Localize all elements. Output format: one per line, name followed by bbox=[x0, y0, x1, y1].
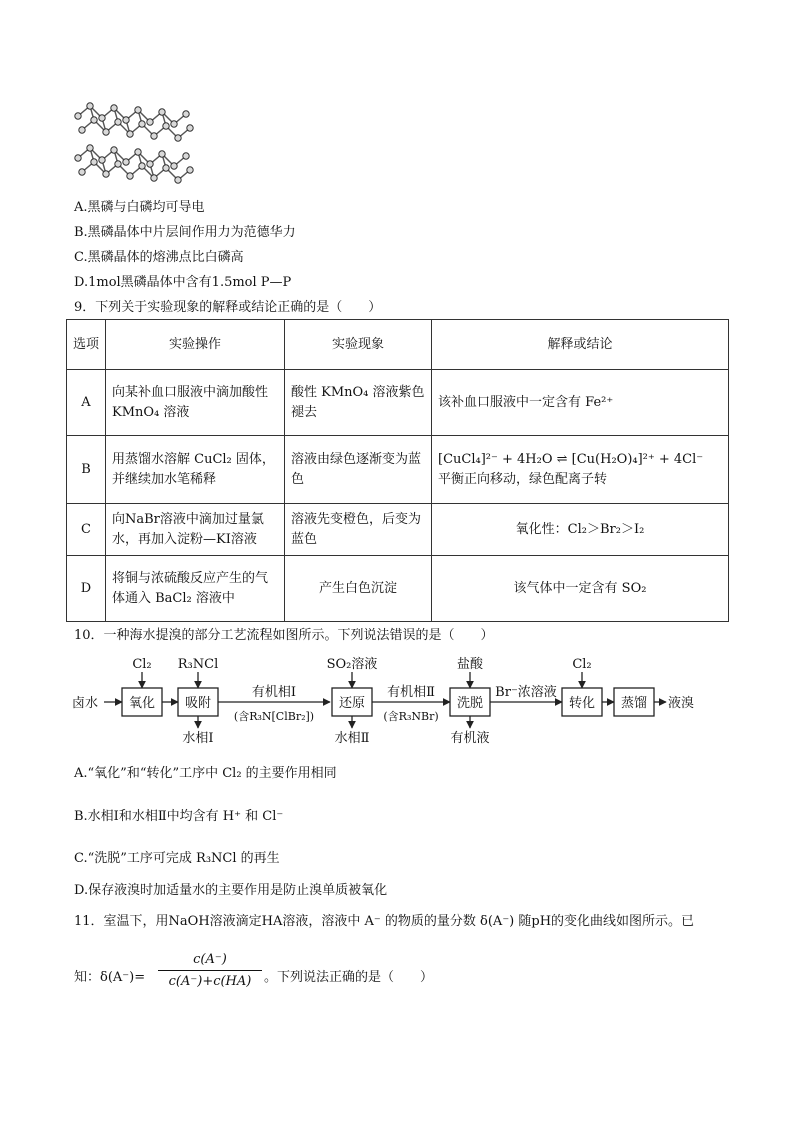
row-operation: 向NaBr溶液中滴加过量氯水，再加入淀粉—KI溶液 bbox=[106, 504, 285, 556]
flow-step-label: 蒸馏 bbox=[620, 696, 648, 711]
row-conclusion: 该补血口服液中一定含有 Fe²⁺ bbox=[432, 370, 729, 436]
q11-stem: 11．室温下，用NaOH溶液滴定HA溶液，溶液中 A⁻ 的物质的量分数 δ(A⁻) 随pH的变化曲线如图所示。已 bbox=[74, 914, 695, 929]
q9-stem: 9．下列关于实验现象的解释或结论正确的是（ ） bbox=[74, 300, 382, 315]
row-phenomenon: 溶液先变橙色，后变为蓝色 bbox=[285, 504, 432, 556]
q10-option-c: C.“洗脱”工序可完成 R₃NCl 的再生 bbox=[74, 851, 280, 866]
row-option: D bbox=[67, 556, 106, 622]
flow-reagent: 盐酸 bbox=[456, 657, 484, 672]
q10-option-d: D.保存液溴时加适量水的主要作用是防止溴单质被氧化 bbox=[74, 883, 388, 898]
header-operation: 实验操作 bbox=[106, 320, 285, 370]
q11-fraction bbox=[158, 950, 262, 993]
flow-step-label: 洗脱 bbox=[456, 696, 484, 711]
q10-option-a: A.“氧化”和“转化”工序中 Cl₂ 的主要作用相同 bbox=[74, 766, 337, 781]
flow-reagent: Cl₂ bbox=[132, 657, 152, 672]
row-option: A bbox=[67, 370, 106, 436]
flow-arrow-label: 有机相Ⅰ bbox=[251, 685, 297, 700]
q11-definition-suffix: 。下列说法正确的是（ ） bbox=[264, 970, 434, 985]
table-row bbox=[67, 504, 729, 556]
flow-arrow-label: 有机相Ⅱ bbox=[387, 685, 435, 700]
flow-output: 有机液 bbox=[450, 731, 490, 746]
fraction-denominator: c(A⁻)+c(HA) bbox=[158, 970, 262, 993]
row-operation: 将铜与浓硫酸反应产生的气体通入 BaCl₂ 溶液中 bbox=[106, 556, 285, 622]
table-row bbox=[67, 556, 729, 622]
q10-stem: 10．一种海水提溴的部分工艺流程如图所示。下列说法错误的是（ ） bbox=[74, 628, 494, 643]
q8-option-c: C.黑磷晶体的熔沸点比白磷高 bbox=[74, 250, 244, 265]
table-row bbox=[67, 370, 729, 436]
flow-arrow-label: Br⁻浓溶液 bbox=[495, 685, 557, 700]
q8-option-b: B.黑磷晶体中片层间作用力为范德华力 bbox=[74, 225, 296, 240]
q8-option-a: A.黑磷与白磷均可导电 bbox=[74, 200, 205, 215]
fraction-numerator: c(A⁻) bbox=[193, 952, 227, 967]
row-phenomenon: 酸性 KMnO₄ 溶液紫色褪去 bbox=[285, 370, 432, 436]
flow-output: 水相Ⅰ bbox=[182, 731, 214, 746]
row-operation: 用蒸馏水溶解 CuCl₂ 固体，并继续加水笔稀释 bbox=[106, 436, 285, 504]
row-phenomenon: 产生白色沉淀 bbox=[285, 556, 432, 622]
table-header-row bbox=[67, 320, 729, 370]
flow-reagent: SO₂溶液 bbox=[326, 657, 378, 672]
row-operation: 向某补血口服液中滴加酸性 KMnO₄ 溶液 bbox=[106, 370, 285, 436]
row-phenomenon: 溶液由绿色逐渐变为蓝色 bbox=[285, 436, 432, 504]
black-phosphorus-structure-image bbox=[74, 96, 198, 188]
flow-arrow-sublabel: (含R₃N[ClBr₂]) bbox=[233, 710, 315, 723]
q10-process-flow-diagram bbox=[70, 652, 710, 746]
header-conclusion: 解释或结论 bbox=[432, 320, 729, 370]
row-conclusion-cell bbox=[432, 436, 729, 504]
flow-step-label: 氧化 bbox=[128, 696, 156, 711]
flow-reagent: R₃NCl bbox=[177, 657, 219, 672]
q10-option-b: B.水相Ⅰ和水相Ⅱ中均含有 H⁺ 和 Cl⁻ bbox=[74, 809, 284, 824]
equilibrium-equation: [CuCl₄]²⁻ + 4H₂O ⇌ [Cu(H₂O)₄]²⁺ + 4Cl⁻ bbox=[438, 451, 704, 467]
row-conclusion: 该气体中一定含有 SO₂ bbox=[432, 556, 729, 622]
row-option: C bbox=[67, 504, 106, 556]
q11-definition-prefix: 知：δ(A⁻)= bbox=[74, 970, 146, 985]
table-row bbox=[67, 436, 729, 504]
flow-step-label: 吸附 bbox=[184, 696, 212, 711]
header-option: 选项 bbox=[67, 320, 106, 370]
flow-step-label: 还原 bbox=[338, 696, 366, 711]
row-option: B bbox=[67, 436, 106, 504]
row-conclusion: 氧化性：Cl₂＞Br₂＞I₂ bbox=[432, 504, 729, 556]
flow-step-label: 转化 bbox=[568, 696, 596, 711]
header-phenomenon: 实验现象 bbox=[285, 320, 432, 370]
q8-option-d: D.1mol黑磷晶体中含有1.5mol P—P bbox=[74, 275, 292, 290]
flow-reagent: Cl₂ bbox=[572, 657, 592, 672]
flow-end: 液溴 bbox=[668, 696, 695, 711]
row-conclusion: 平衡正向移动，绿色配离子转 bbox=[438, 471, 608, 487]
flow-arrow-sublabel: (含R₃NBr) bbox=[383, 710, 439, 723]
flow-output: 水相Ⅱ bbox=[334, 731, 370, 746]
flow-start: 卤水 bbox=[72, 696, 99, 711]
q9-table bbox=[66, 319, 729, 622]
